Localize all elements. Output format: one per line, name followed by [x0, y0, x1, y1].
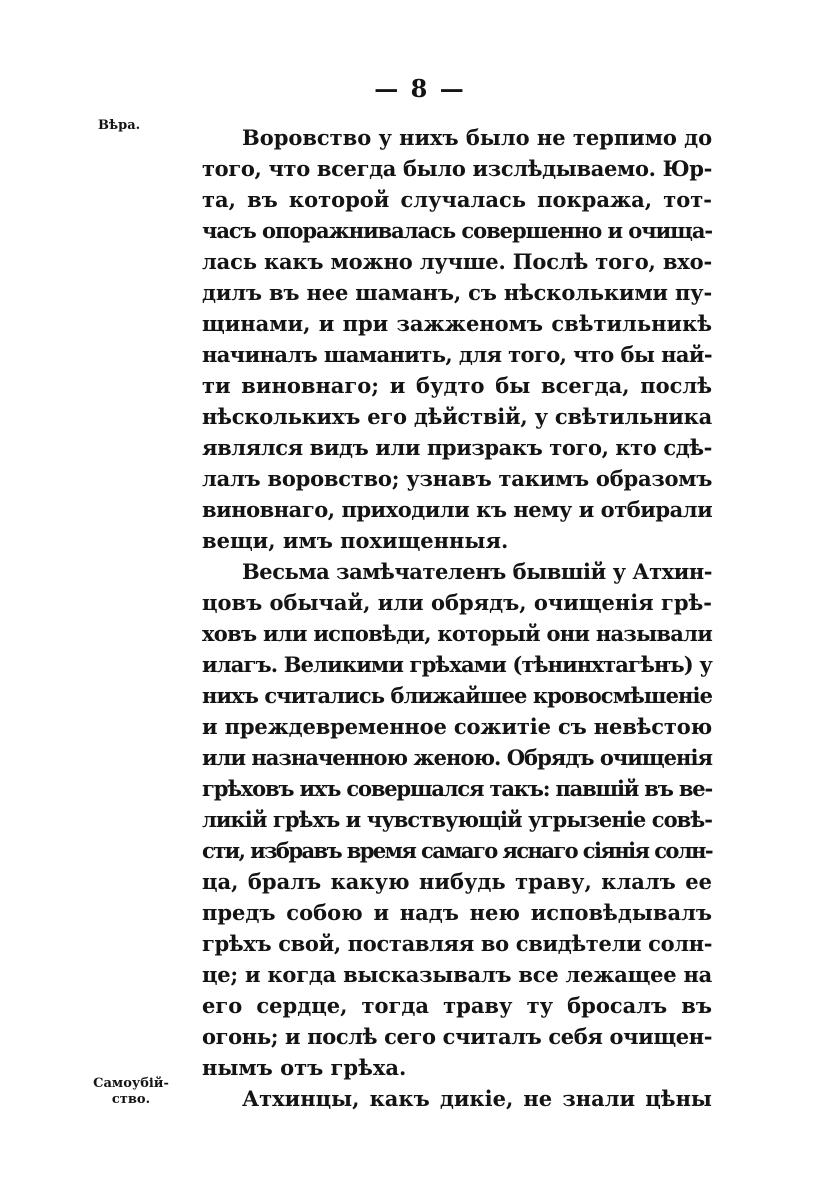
text-line: грѣхъ свой, поставляя во свидѣтели солн- — [202, 931, 713, 956]
text-line: нымъ отъ грѣха. — [202, 1055, 407, 1080]
text-line: или назначенною женою. Обрядъ очищенія — [202, 745, 713, 770]
margin-note-suicide — [86, 1076, 176, 1108]
text-line: его сердце, тогда траву ту бросалъ въ — [202, 993, 712, 1018]
text-line: сти, избравъ время самаго яснаго сіянія солн- — [202, 838, 712, 863]
margin-note-suicide-line2: ство. — [111, 1092, 151, 1107]
text-line: начиналъ шаманить, для того, что бы най- — [202, 342, 712, 367]
text-line: та, въ которой случалась покража, тот- — [202, 187, 712, 212]
text-line: илагъ. Великими грѣхами (тѣнинхтагѣнъ) у — [202, 652, 712, 677]
text-line: виновнаго, приходили къ нему и отбирали — [202, 497, 713, 522]
text-line: ликій грѣхъ и чувствующій угрызеніе совѣ- — [202, 807, 712, 832]
text-line: являлся видъ или призракъ того, кто сдѣ- — [202, 435, 712, 460]
text-line: огонь; и послѣ сего считалъ себя очищен- — [202, 1024, 713, 1049]
text-line: це; и когда высказывалъ все лежащее на — [202, 962, 712, 987]
body-text — [202, 122, 713, 1114]
text-line: цовъ обычай, или обрядъ, очищенія грѣ- — [202, 590, 712, 615]
text-line: Весьма замѣчателенъ бывшій у Атхин- — [242, 559, 713, 584]
margin-note-faith: Вѣра. — [98, 118, 141, 133]
text-line: того, что всегда было изслѣдываемо. Юр- — [202, 156, 712, 181]
text-line: ца, бралъ какую нибудь траву, клалъ ее — [202, 869, 712, 894]
text-line: ховъ или исповѣди, который они называли — [202, 621, 713, 646]
margin-note-suicide-line1: Самоубій- — [93, 1076, 169, 1091]
text-line: вещи, имъ похищенныя. — [202, 528, 509, 553]
text-line: и преждевременное сожитіе съ невѣстою — [202, 714, 712, 739]
text-line: щинами, и при зажженомъ свѣтильникѣ — [202, 311, 712, 336]
text-line: Атхинцы, какъ дикіе, не знали цѣны — [242, 1086, 712, 1111]
text-line: ти виновнаго; и будто бы всегда, послѣ — [202, 373, 712, 398]
text-line: Воровство у нихъ было не терпимо до — [242, 125, 713, 150]
text-line: нѣсколькихъ его дѣйствій, у свѣтильника — [202, 404, 712, 429]
text-line: часъ опоражнивалась совершенно и очища- — [202, 218, 713, 243]
text-line: грѣховъ ихъ совершался такъ: павшій въ ве- — [202, 776, 712, 801]
text-line: лась какъ можно лучше. Послѣ того, вхо- — [202, 249, 713, 274]
text-line: дилъ въ нее шаманъ, съ нѣсколькими пу- — [202, 280, 713, 305]
text-line: лалъ воровство; узнавъ такимъ образомъ — [202, 466, 713, 491]
text-line: нихъ считались ближайшее кровосмѣшеніе — [202, 683, 713, 708]
page-number: — 8 — — [374, 74, 466, 103]
text-line: предъ собою и надъ нею исповѣдывалъ — [202, 900, 712, 925]
